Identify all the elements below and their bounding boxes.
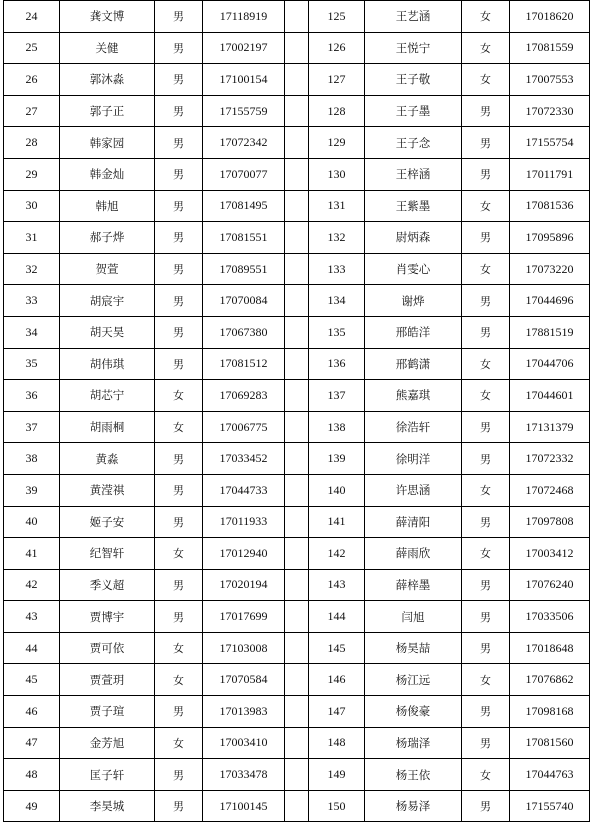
left-name-cell: 韩家园 (60, 127, 155, 159)
table-row (4, 538, 590, 570)
left-gender-cell: 男 (155, 253, 203, 285)
left-student-id-cell: 17070084 (203, 285, 285, 317)
left-student-id-cell: 17100145 (203, 790, 285, 822)
left-gender-cell: 男 (155, 222, 203, 254)
left-number-cell: 35 (4, 348, 60, 380)
left-name-cell: 贾博宇 (60, 601, 155, 633)
left-gender-cell: 男 (155, 348, 203, 380)
right-number-cell: 137 (309, 380, 365, 412)
left-name-cell: 胡天昊 (60, 316, 155, 348)
left-number-cell: 41 (4, 538, 60, 570)
right-gender-cell: 女 (462, 664, 510, 696)
blank-cell (285, 316, 309, 348)
left-student-id-cell: 17033478 (203, 759, 285, 791)
left-name-cell: 关健 (60, 32, 155, 64)
left-student-id-cell: 17002197 (203, 32, 285, 64)
right-gender-cell: 男 (462, 696, 510, 728)
left-name-cell: 郭子正 (60, 95, 155, 127)
right-number-cell: 138 (309, 411, 365, 443)
left-number-cell: 39 (4, 474, 60, 506)
right-gender-cell: 女 (462, 348, 510, 380)
right-gender-cell: 女 (462, 759, 510, 791)
left-name-cell: 金芳旭 (60, 727, 155, 759)
right-number-cell: 125 (309, 1, 365, 33)
left-number-cell: 25 (4, 32, 60, 64)
left-student-id-cell: 17020194 (203, 569, 285, 601)
right-number-cell: 145 (309, 632, 365, 664)
right-number-cell: 140 (309, 474, 365, 506)
blank-cell (285, 727, 309, 759)
blank-cell (285, 411, 309, 443)
left-gender-cell: 男 (155, 127, 203, 159)
left-number-cell: 43 (4, 601, 60, 633)
left-student-id-cell: 17070077 (203, 158, 285, 190)
right-name-cell: 王艺涵 (365, 1, 462, 33)
blank-cell (285, 506, 309, 538)
right-name-cell: 徐浩轩 (365, 411, 462, 443)
table-row (4, 411, 590, 443)
left-gender-cell: 男 (155, 443, 203, 475)
right-name-cell: 王子念 (365, 127, 462, 159)
left-number-cell: 37 (4, 411, 60, 443)
left-student-id-cell: 17069283 (203, 380, 285, 412)
right-student-id-cell: 17044706 (510, 348, 590, 380)
left-name-cell: 黄滢祺 (60, 474, 155, 506)
table-row (4, 95, 590, 127)
left-gender-cell: 男 (155, 316, 203, 348)
blank-cell (285, 380, 309, 412)
left-name-cell: 黄淼 (60, 443, 155, 475)
right-name-cell: 杨瑞泽 (365, 727, 462, 759)
left-name-cell: 贾可依 (60, 632, 155, 664)
right-number-cell: 133 (309, 253, 365, 285)
blank-cell (285, 632, 309, 664)
right-student-id-cell: 17081559 (510, 32, 590, 64)
left-gender-cell: 男 (155, 601, 203, 633)
right-gender-cell: 男 (462, 158, 510, 190)
blank-cell (285, 158, 309, 190)
left-name-cell: 胡伟琪 (60, 348, 155, 380)
right-number-cell: 129 (309, 127, 365, 159)
left-gender-cell: 男 (155, 1, 203, 33)
left-student-id-cell: 17070584 (203, 664, 285, 696)
left-name-cell: 季义超 (60, 569, 155, 601)
left-gender-cell: 男 (155, 569, 203, 601)
table-row (4, 253, 590, 285)
table-row (4, 380, 590, 412)
right-student-id-cell: 17018648 (510, 632, 590, 664)
left-name-cell: 韩旭 (60, 190, 155, 222)
left-gender-cell: 男 (155, 506, 203, 538)
left-gender-cell: 男 (155, 64, 203, 96)
left-number-cell: 27 (4, 95, 60, 127)
right-number-cell: 146 (309, 664, 365, 696)
blank-cell (285, 569, 309, 601)
right-gender-cell: 男 (462, 222, 510, 254)
left-student-id-cell: 17155759 (203, 95, 285, 127)
left-gender-cell: 男 (155, 759, 203, 791)
table-row (4, 190, 590, 222)
right-number-cell: 132 (309, 222, 365, 254)
right-gender-cell: 男 (462, 632, 510, 664)
left-gender-cell: 男 (155, 158, 203, 190)
right-student-id-cell: 17097808 (510, 506, 590, 538)
left-number-cell: 29 (4, 158, 60, 190)
right-student-id-cell: 17073220 (510, 253, 590, 285)
left-student-id-cell: 17011933 (203, 506, 285, 538)
table-row (4, 632, 590, 664)
right-name-cell: 杨江远 (365, 664, 462, 696)
right-number-cell: 136 (309, 348, 365, 380)
table-row (4, 127, 590, 159)
left-gender-cell: 女 (155, 411, 203, 443)
right-name-cell: 薛梓墨 (365, 569, 462, 601)
right-number-cell: 134 (309, 285, 365, 317)
table-row (4, 316, 590, 348)
left-student-id-cell: 17081495 (203, 190, 285, 222)
blank-cell (285, 790, 309, 822)
table-row (4, 601, 590, 633)
right-student-id-cell: 17881519 (510, 316, 590, 348)
blank-cell (285, 222, 309, 254)
right-student-id-cell: 17072330 (510, 95, 590, 127)
blank-cell (285, 32, 309, 64)
right-gender-cell: 男 (462, 411, 510, 443)
right-name-cell: 徐明洋 (365, 443, 462, 475)
roster-body (4, 1, 590, 822)
table-row (4, 790, 590, 822)
left-gender-cell: 女 (155, 727, 203, 759)
left-student-id-cell: 17067380 (203, 316, 285, 348)
left-number-cell: 45 (4, 664, 60, 696)
left-number-cell: 34 (4, 316, 60, 348)
right-number-cell: 150 (309, 790, 365, 822)
blank-cell (285, 95, 309, 127)
blank-cell (285, 190, 309, 222)
right-name-cell: 杨易泽 (365, 790, 462, 822)
left-name-cell: 胡雨桐 (60, 411, 155, 443)
left-gender-cell: 女 (155, 538, 203, 570)
right-gender-cell: 女 (462, 64, 510, 96)
left-student-id-cell: 17072342 (203, 127, 285, 159)
table-row (4, 222, 590, 254)
blank-cell (285, 64, 309, 96)
left-number-cell: 33 (4, 285, 60, 317)
right-number-cell: 135 (309, 316, 365, 348)
right-name-cell: 薛雨欣 (365, 538, 462, 570)
right-student-id-cell: 17076862 (510, 664, 590, 696)
table-row (4, 664, 590, 696)
left-name-cell: 姬子安 (60, 506, 155, 538)
left-name-cell: 匡子轩 (60, 759, 155, 791)
right-student-id-cell: 17081536 (510, 190, 590, 222)
left-student-id-cell: 17081512 (203, 348, 285, 380)
table-row (4, 158, 590, 190)
right-student-id-cell: 17044696 (510, 285, 590, 317)
right-gender-cell: 男 (462, 506, 510, 538)
blank-cell (285, 759, 309, 791)
right-student-id-cell: 17044601 (510, 380, 590, 412)
right-gender-cell: 女 (462, 32, 510, 64)
student-roster-table (3, 0, 590, 822)
left-student-id-cell: 17100154 (203, 64, 285, 96)
right-number-cell: 147 (309, 696, 365, 728)
left-number-cell: 46 (4, 696, 60, 728)
right-gender-cell: 男 (462, 443, 510, 475)
right-student-id-cell: 17155740 (510, 790, 590, 822)
left-number-cell: 47 (4, 727, 60, 759)
table-row (4, 32, 590, 64)
right-name-cell: 薛清阳 (365, 506, 462, 538)
right-name-cell: 王梓涵 (365, 158, 462, 190)
right-number-cell: 130 (309, 158, 365, 190)
right-student-id-cell: 17007553 (510, 64, 590, 96)
blank-cell (285, 285, 309, 317)
left-number-cell: 40 (4, 506, 60, 538)
left-name-cell: 郭沐淼 (60, 64, 155, 96)
table-row (4, 443, 590, 475)
right-gender-cell: 男 (462, 95, 510, 127)
table-row (4, 727, 590, 759)
right-gender-cell: 女 (462, 253, 510, 285)
table-row (4, 759, 590, 791)
table-row (4, 285, 590, 317)
left-name-cell: 郝子烨 (60, 222, 155, 254)
right-name-cell: 杨王依 (365, 759, 462, 791)
right-student-id-cell: 17081560 (510, 727, 590, 759)
right-number-cell: 143 (309, 569, 365, 601)
right-name-cell: 杨昊喆 (365, 632, 462, 664)
right-name-cell: 闫旭 (365, 601, 462, 633)
left-student-id-cell: 17118919 (203, 1, 285, 33)
right-gender-cell: 男 (462, 316, 510, 348)
table-row (4, 348, 590, 380)
right-gender-cell: 男 (462, 569, 510, 601)
right-name-cell: 邢皓洋 (365, 316, 462, 348)
right-name-cell: 邢鹤潇 (365, 348, 462, 380)
left-gender-cell: 男 (155, 95, 203, 127)
right-gender-cell: 男 (462, 601, 510, 633)
left-number-cell: 32 (4, 253, 60, 285)
right-student-id-cell: 17044763 (510, 759, 590, 791)
right-student-id-cell: 17131379 (510, 411, 590, 443)
left-student-id-cell: 17006775 (203, 411, 285, 443)
right-name-cell: 许思涵 (365, 474, 462, 506)
table-row (4, 474, 590, 506)
left-number-cell: 36 (4, 380, 60, 412)
right-number-cell: 127 (309, 64, 365, 96)
left-gender-cell: 男 (155, 285, 203, 317)
left-name-cell: 龚文博 (60, 1, 155, 33)
left-number-cell: 28 (4, 127, 60, 159)
right-number-cell: 149 (309, 759, 365, 791)
left-name-cell: 韩金灿 (60, 158, 155, 190)
left-student-id-cell: 17044733 (203, 474, 285, 506)
right-name-cell: 杨俊豪 (365, 696, 462, 728)
left-student-id-cell: 17081551 (203, 222, 285, 254)
blank-cell (285, 664, 309, 696)
right-number-cell: 128 (309, 95, 365, 127)
right-student-id-cell: 17003412 (510, 538, 590, 570)
blank-cell (285, 253, 309, 285)
left-number-cell: 38 (4, 443, 60, 475)
left-number-cell: 31 (4, 222, 60, 254)
right-gender-cell: 女 (462, 474, 510, 506)
right-name-cell: 谢烨 (365, 285, 462, 317)
right-name-cell: 肖雯心 (365, 253, 462, 285)
right-student-id-cell: 17098168 (510, 696, 590, 728)
blank-cell (285, 538, 309, 570)
right-gender-cell: 女 (462, 380, 510, 412)
right-gender-cell: 男 (462, 127, 510, 159)
blank-cell (285, 474, 309, 506)
left-student-id-cell: 17012940 (203, 538, 285, 570)
right-number-cell: 142 (309, 538, 365, 570)
left-number-cell: 30 (4, 190, 60, 222)
left-student-id-cell: 17003410 (203, 727, 285, 759)
left-number-cell: 26 (4, 64, 60, 96)
left-name-cell: 胡芯宁 (60, 380, 155, 412)
left-student-id-cell: 17033452 (203, 443, 285, 475)
table-row (4, 506, 590, 538)
right-gender-cell: 男 (462, 285, 510, 317)
left-student-id-cell: 17017699 (203, 601, 285, 633)
left-name-cell: 李昊城 (60, 790, 155, 822)
left-gender-cell: 男 (155, 696, 203, 728)
left-number-cell: 44 (4, 632, 60, 664)
left-student-id-cell: 17103008 (203, 632, 285, 664)
left-name-cell: 贾子瑄 (60, 696, 155, 728)
table-row (4, 64, 590, 96)
right-name-cell: 王子敬 (365, 64, 462, 96)
right-name-cell: 尉炳森 (365, 222, 462, 254)
table-row (4, 696, 590, 728)
right-number-cell: 148 (309, 727, 365, 759)
right-gender-cell: 女 (462, 190, 510, 222)
left-name-cell: 纪智轩 (60, 538, 155, 570)
right-gender-cell: 男 (462, 790, 510, 822)
left-gender-cell: 男 (155, 474, 203, 506)
left-name-cell: 贺萱 (60, 253, 155, 285)
table-row (4, 1, 590, 33)
right-gender-cell: 女 (462, 1, 510, 33)
blank-cell (285, 696, 309, 728)
blank-cell (285, 127, 309, 159)
left-name-cell: 贾萱玥 (60, 664, 155, 696)
left-gender-cell: 男 (155, 790, 203, 822)
left-gender-cell: 男 (155, 32, 203, 64)
right-gender-cell: 男 (462, 727, 510, 759)
right-number-cell: 139 (309, 443, 365, 475)
right-name-cell: 王悦宁 (365, 32, 462, 64)
right-gender-cell: 女 (462, 538, 510, 570)
blank-cell (285, 443, 309, 475)
right-student-id-cell: 17011791 (510, 158, 590, 190)
right-number-cell: 141 (309, 506, 365, 538)
right-student-id-cell: 17033506 (510, 601, 590, 633)
blank-cell (285, 601, 309, 633)
right-student-id-cell: 17155754 (510, 127, 590, 159)
right-student-id-cell: 17095896 (510, 222, 590, 254)
blank-cell (285, 1, 309, 33)
left-student-id-cell: 17089551 (203, 253, 285, 285)
left-name-cell: 胡宸宇 (60, 285, 155, 317)
left-student-id-cell: 17013983 (203, 696, 285, 728)
left-number-cell: 48 (4, 759, 60, 791)
left-gender-cell: 女 (155, 632, 203, 664)
right-number-cell: 126 (309, 32, 365, 64)
blank-cell (285, 348, 309, 380)
left-number-cell: 42 (4, 569, 60, 601)
right-student-id-cell: 17018620 (510, 1, 590, 33)
left-gender-cell: 女 (155, 380, 203, 412)
table-row (4, 569, 590, 601)
right-name-cell: 王紫墨 (365, 190, 462, 222)
left-gender-cell: 女 (155, 664, 203, 696)
right-student-id-cell: 17072332 (510, 443, 590, 475)
left-number-cell: 49 (4, 790, 60, 822)
right-name-cell: 王子墨 (365, 95, 462, 127)
right-name-cell: 熊嘉琪 (365, 380, 462, 412)
left-gender-cell: 男 (155, 190, 203, 222)
right-number-cell: 144 (309, 601, 365, 633)
right-student-id-cell: 17072468 (510, 474, 590, 506)
left-number-cell: 24 (4, 1, 60, 33)
right-student-id-cell: 17076240 (510, 569, 590, 601)
right-number-cell: 131 (309, 190, 365, 222)
